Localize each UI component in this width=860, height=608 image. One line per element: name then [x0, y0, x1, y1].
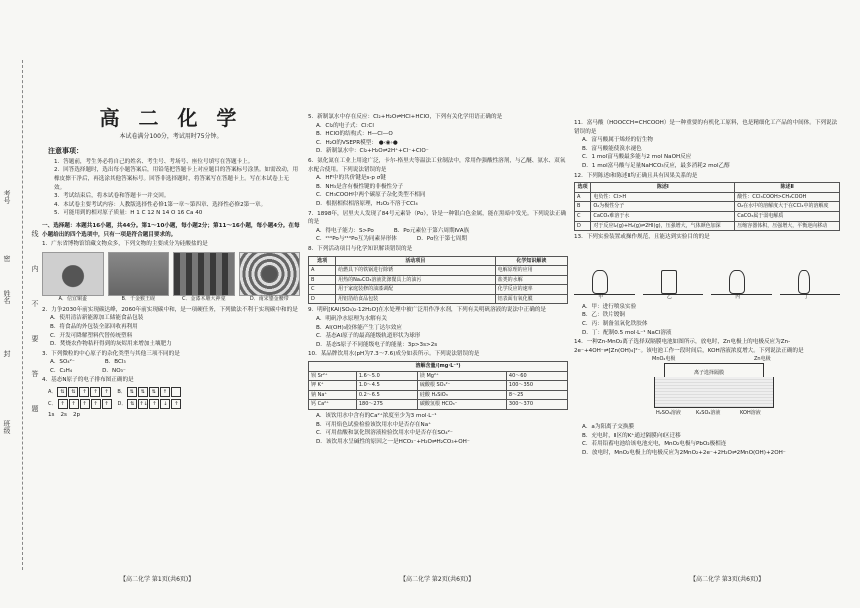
- table-cell: O₂为极性分子: [591, 202, 735, 212]
- option: B．Al(OH)₃胶体能产生丁达尔效应: [316, 324, 402, 331]
- question-9: 9．明矾[KAl(SO₄)₂·12H₂O]在水处理中被广泛用作净水剂，下列有关明矾溶液的说法中正确的是: [308, 307, 547, 314]
- image-caption: C．金漆木雕大神龛: [182, 296, 226, 303]
- seal-char: 要: [31, 335, 39, 342]
- question-14: 14．一种Zn-MnO₂离子选择双隔膜电池如图所示，放电时，Zn电极上的电极反应为Zn-2e⁻+4OH⁻⇌[Zn(OH)₄]²⁻。该电池工作一段时间后，KOH溶液浓度增大。下列说法正确的是: [574, 339, 804, 354]
- option: C．²¹⁰Po与²¹⁰Po互为同素异形体: [316, 236, 397, 243]
- table-cell: 给燃具下的铁锅进行除锈: [336, 266, 496, 276]
- page-footer: 【高二化学 第3页(共6页)】: [690, 576, 765, 583]
- option: B．Po元素位于第六周期ⅣA族: [393, 227, 470, 234]
- option: D．1 mol富马酸与足量NaHCO₃反应，最多消耗2 mol乙醇: [582, 162, 730, 169]
- table-cell: C: [309, 285, 336, 295]
- xingming-label: 姓名: [3, 290, 11, 304]
- table-cell: 用热的Na₂CO₃溶液洗涤餐具上的油污: [336, 275, 496, 285]
- binding-strip: [0, 0, 20, 608]
- option: B．富马酸能使溴水褪色: [582, 145, 642, 152]
- table-cell: 40～60: [506, 371, 567, 381]
- orbital-diagram-c: C． ↑ ↑ ↑ ↑ ↑: [48, 399, 112, 409]
- seal-char: 封: [3, 350, 11, 357]
- table-cell: 对于反应I₂(g)+H₂(g)⇌2HI(g)，压强增大，气体颜色加深: [591, 221, 735, 231]
- option: D．新制氯水中：Cl₂+H₂O⇌2H⁺+Cl⁻+ClO⁻: [316, 148, 429, 155]
- table-row: [575, 192, 840, 202]
- question-8-table: [308, 256, 568, 305]
- seal-char: 答: [31, 370, 39, 377]
- table-cell: O₂在水中的溶解度大于在CCl₄中的溶解度: [735, 202, 840, 212]
- table-cell: 盐类的水解: [495, 275, 567, 285]
- fold-line: [22, 60, 23, 570]
- shrine-image: [173, 252, 235, 303]
- option: C．丙：制备氢氧化铁胶体: [582, 320, 648, 327]
- inkstone-image: [108, 252, 170, 303]
- question-11: 11．富马酸（HOOCCH=CHCOOH）是一种重要的有机化工原料，也是精细化工产品的中间体。下列说法错误的是: [574, 120, 838, 135]
- option: [316, 139, 568, 148]
- table-cell: B: [575, 202, 591, 212]
- table-row: [309, 381, 568, 391]
- question-10-table: [308, 361, 568, 410]
- seal-char: 密: [3, 255, 11, 262]
- table-cell: 180～275: [356, 400, 417, 410]
- battery-tank: [654, 377, 774, 408]
- table-cell: 用铝箔给食品包装: [336, 294, 496, 304]
- orbital-diagrams-row-2: [48, 399, 300, 409]
- table-row: [309, 390, 568, 400]
- table-cell: A: [309, 266, 336, 276]
- column-1: [42, 106, 300, 420]
- belt-image: [239, 252, 301, 303]
- table-cell: 电负性：Cl>H: [591, 192, 735, 202]
- sublevel-label: 2p: [72, 412, 81, 419]
- notice-item: 4．本试卷主要考试内容：人教版选择性必修1第一章～第四章、选择性必修2第一章。: [54, 201, 267, 208]
- option: A．SO₄²⁻: [50, 359, 75, 366]
- table-cell: 电解原理的应用: [495, 266, 567, 276]
- table-cell: C: [575, 211, 591, 221]
- notice-heading: 注意事项：: [48, 147, 83, 156]
- apparatus-caption: 甲: [598, 294, 604, 301]
- option: B．充电时，Ⅱ区的K⁺通过隔膜向Ⅰ区迁移: [582, 432, 681, 439]
- option: D．NO₃⁻: [102, 367, 126, 374]
- table-row: [309, 285, 568, 295]
- notice-item: 3．考试结束后，将本试卷和答题卡一并交回。: [54, 193, 170, 200]
- column-3: [574, 118, 840, 458]
- bronze-vessel-image: [42, 252, 104, 303]
- option: A．使用清洁新能源加工储能食品包装: [50, 315, 144, 322]
- question-6: 6．氨化氮在工业上用途广泛，卡尔-格里夫等温法工业制法中，常用作强酸性溶剂，与乙醚、氨水、双氧水配合使用。下列说法错误的是: [308, 157, 566, 173]
- table-cell: 碳酸氢根 HCO₃⁻: [417, 400, 506, 410]
- option: B．将食品的外包装全部回收再利用: [50, 323, 138, 330]
- seal-char: 线: [31, 230, 39, 237]
- table-row: [309, 294, 568, 304]
- option: B．可用焰色试验检验该饮用水中是否存在Na⁺: [316, 421, 432, 428]
- question-4: 4．基态N原子的电子排布图正确的是: [42, 377, 134, 384]
- orbital-diagram-a: A． ⇅ ⇅ ↑ ↑ ↑: [48, 387, 111, 397]
- sublevel-label: 1s: [48, 412, 55, 419]
- option: C．开发可降解塑料代替传统塑料: [50, 332, 133, 339]
- table-header: 选项: [309, 256, 336, 266]
- table-header: 化学知识解读: [495, 256, 567, 266]
- option: D．放电时，MnO₂电极上的电极反应为2MnO₂+2e⁻+2H₂O⇌2MnO(OH)+2OH⁻: [582, 450, 786, 457]
- question-1-images: [42, 252, 300, 303]
- question-1: 1．广东省博物馆馆藏文物众多，下列文物的主要成分为硅酸盐的是: [42, 241, 208, 248]
- section-heading: 一、选择题：本题共16小题，共44分。第1～10小题，每小题2分；第11～16小题，每小题4分。在每小题给出的四个选项中，只有一项是符合题目要求的。: [42, 222, 300, 238]
- question-10: 10．某品牌饮用水(pH为7.3～7.6)成分如表所示。下列说法错误的是: [308, 351, 480, 358]
- table-cell: 0.2～6.5: [356, 390, 417, 400]
- option-label: A．: [48, 388, 57, 395]
- table-cell: 镁 Mg²⁺: [417, 371, 506, 381]
- table-cell: 化学反应的速率: [495, 285, 567, 295]
- option: B．BCl₃: [104, 359, 126, 366]
- option-label: B．: [117, 388, 126, 395]
- table-row: [575, 211, 840, 221]
- apparatus-caption: 乙: [666, 294, 672, 301]
- option: A．甲：进行喷泉实验: [582, 303, 637, 310]
- table-row: [309, 275, 568, 285]
- apparatus-caption: 丙: [735, 294, 741, 301]
- page-footer: 【高二化学 第2页(共6页)】: [400, 576, 475, 583]
- table-header: 选项: [575, 183, 591, 193]
- table-header: 活动项目: [336, 256, 496, 266]
- table-cell: 300～370: [506, 400, 567, 410]
- option: C．1 mol富马酸最多能与2 mol NaOH反应: [582, 154, 692, 161]
- table-row: [309, 371, 568, 381]
- table-cell: 钾 K⁺: [309, 381, 357, 391]
- table-row: [309, 400, 568, 410]
- seal-char: 题: [31, 405, 39, 412]
- option: D．根据相似相溶原理，H₂O₂不溶于CCl₄: [316, 200, 418, 207]
- option: A．该饮用水中含有的Ca²⁺浓度至少为3 mol·L⁻¹: [316, 413, 437, 419]
- diagram-label: 离子选择隔膜: [694, 370, 725, 377]
- table-cell: 硅酸 H₂SiO₃: [417, 390, 506, 400]
- option: D．基态S原子不同能级电子的能量：3p>3s>2s: [316, 341, 438, 348]
- table-cell: 用于家庭装修的油漆调配: [336, 285, 496, 295]
- question-8: 8．下列活动项目与化学知识解读错误的是: [308, 245, 413, 252]
- option-label: C．: [48, 400, 57, 407]
- sublevel-label: 2s: [60, 412, 67, 419]
- exam-subtitle: 本试卷满分100分，考试用时75分钟。: [119, 132, 223, 140]
- option: A．富马酸属于烯烃的衍生物: [582, 137, 653, 144]
- option-text: C．H₂O的VSEPR模型：: [316, 139, 377, 146]
- column-2: [308, 112, 568, 446]
- table-cell: A: [575, 192, 591, 202]
- kaohao-label: 考号: [3, 190, 11, 204]
- table-row: [575, 221, 840, 231]
- option: D．Po位于第七周期: [416, 236, 467, 243]
- apparatus-diagrams: [574, 245, 840, 301]
- apparatus-a: [574, 245, 635, 301]
- table-cell: 钙 Ca²⁺: [309, 400, 357, 410]
- table-header: 溶解含量/(mg·L⁻¹): [309, 362, 568, 372]
- table-cell: 100～350: [506, 381, 567, 391]
- seal-char: 不: [31, 300, 39, 307]
- orbital-sublevels: [48, 411, 300, 420]
- notice-item: 1．答题前，考生务必将自己的姓名、考生号、考场号、座位号填写在答题卡上。: [54, 158, 254, 165]
- diagram-label: MnO₂电极: [652, 356, 676, 363]
- option: C．C₂H₄: [50, 367, 73, 374]
- table-cell: 钠 Na⁺: [309, 390, 357, 400]
- exam-title: 高 二 化 学: [99, 106, 243, 130]
- table-cell: D: [309, 294, 336, 304]
- orbital-diagram-b: B． ⇅ ⇅ ⇅ ↑: [117, 387, 180, 397]
- apparatus-caption: 丁: [803, 294, 809, 301]
- option: B．乙：铁片镀铜: [582, 312, 625, 319]
- option: C．可用盐酸和氯化钡溶液检验饮用水中是否存在SO₄²⁻: [316, 430, 453, 437]
- question-12-table: [574, 182, 840, 231]
- option: B．NH₃是含有极性键的非极性分子: [316, 183, 404, 190]
- banji-label: 班级: [3, 420, 11, 434]
- table-cell: 1.0～4.5: [356, 381, 417, 391]
- option: C．基态Al原子的最高能级轨道形状为球形: [316, 333, 421, 340]
- option: C．CH₃COOH中两个碳原子杂化类型不相同: [316, 192, 426, 199]
- option: D．焚烧农作物秸秆得到的灰烬用来增加土壤肥力: [50, 341, 172, 348]
- table-header: 陈述Ⅱ: [735, 183, 840, 193]
- diagram-label: H₂SO₄溶液: [656, 410, 681, 417]
- option: D．该饮用水呈碱性的原因之一是HCO₃⁻+H₂O⇌H₂CO₃+OH⁻: [316, 438, 470, 445]
- table-cell: CaCO₃属于弱电解质: [735, 211, 840, 221]
- table-cell: 钡 Sr²⁺: [309, 371, 357, 381]
- table-cell: B: [309, 275, 336, 285]
- question-2: 2．力争2030年前实现碳达峰，2060年前实现碳中和，是一项硬任务，下列做法不利于实现碳中和的是: [42, 306, 298, 313]
- option-label: D．: [117, 400, 127, 407]
- table-cell: D: [575, 221, 591, 231]
- table-cell: 硫酸根 SO₄²⁻: [417, 381, 506, 391]
- option: A．Cl₂的电子式：Cl:Cl: [316, 122, 374, 129]
- table-row: [575, 202, 840, 212]
- diagram-label: Zn电极: [754, 356, 771, 363]
- notice-item: 2．回答选择题时，选出每小题答案后，用铅笔把答题卡上对应题目的答案标号涂黑。如需改动，用橡皮擦干净后，再选涂其他答案标号。回答非选择题时，将答案写在答题卡上。写在本试卷上无效。: [54, 167, 299, 191]
- option: D．丁：配制0.5 mol·L⁻¹ NaCl溶液: [582, 329, 672, 336]
- table-cell: 酸性：CCl₃COOH>CH₃COOH: [735, 192, 840, 202]
- table-cell: CaCO₃难溶于水: [591, 211, 735, 221]
- option: C．若用铅蓄电池给该电池充电，MnO₂电极与PbO₂极相连: [582, 441, 727, 448]
- question-3: 3．下列微粒的中心原子的杂化类型与其他三项不同的是: [42, 350, 180, 357]
- diagram-label: K₂SO₄溶液: [696, 410, 721, 417]
- question-12: 12．下列陈述Ⅰ和陈述Ⅱ均正确且具有因果关系的是: [574, 172, 698, 179]
- option: A．得电子能力：S>Po: [316, 227, 374, 234]
- diagram-label: KOH溶液: [740, 410, 761, 417]
- orbital-diagram-d: D． ⇅ ↑↓ ↑ ↓ ↑: [118, 399, 182, 409]
- table-cell: 铝表面有氧化膜: [495, 294, 567, 304]
- option: A．a为阳离子交换膜: [582, 424, 635, 431]
- orbital-diagrams-row-1: [48, 387, 300, 397]
- seal-char: 内: [31, 265, 39, 272]
- table-cell: 1.6～5.0: [356, 371, 417, 381]
- image-caption: B．千金猴王砚: [121, 296, 155, 303]
- question-7: 7．1898年，居里夫人发现了84号元素钋（Po），钋是一种银白色金属，能在黑暗中发光。下列说法正确的是: [308, 210, 567, 226]
- option: B．HClO的结构式：H—Cl—O: [316, 131, 393, 138]
- option: A．明矾净水原理为水解有关: [316, 316, 387, 323]
- notice-item: 5．可能用到的相对原子质量：H 1 C 12 N 14 O 16 Ca 40: [54, 210, 203, 217]
- apparatus-c: [711, 245, 772, 301]
- table-row: [309, 266, 568, 276]
- battery-diagram: [652, 356, 774, 419]
- image-caption: D．南宋鎏金腰带: [249, 296, 289, 303]
- apparatus-d: [780, 245, 841, 301]
- table-header: 陈述Ⅰ: [591, 183, 735, 193]
- page-footer: 【高二化学 第1页(共6页)】: [120, 576, 195, 583]
- vsepr-model-icon: ●‹◉›●: [378, 139, 398, 146]
- apparatus-b: [643, 245, 704, 301]
- question-5: 5．新制氯水中存在反应：Cl₂+H₂O⇌HCl+HClO，下列有关化学用语正确的是: [308, 114, 503, 120]
- image-caption: A．信宜铜盉: [58, 296, 87, 303]
- table-cell: 压缩容器体积，压强增大，平衡逆向移动: [735, 221, 840, 231]
- table-cell: 8～25: [506, 390, 567, 400]
- option: A．HF中的共价键是s-p σ键: [316, 175, 386, 182]
- question-13: 13．下列实验装置或操作规范，且能达到实验目的的是: [574, 234, 710, 241]
